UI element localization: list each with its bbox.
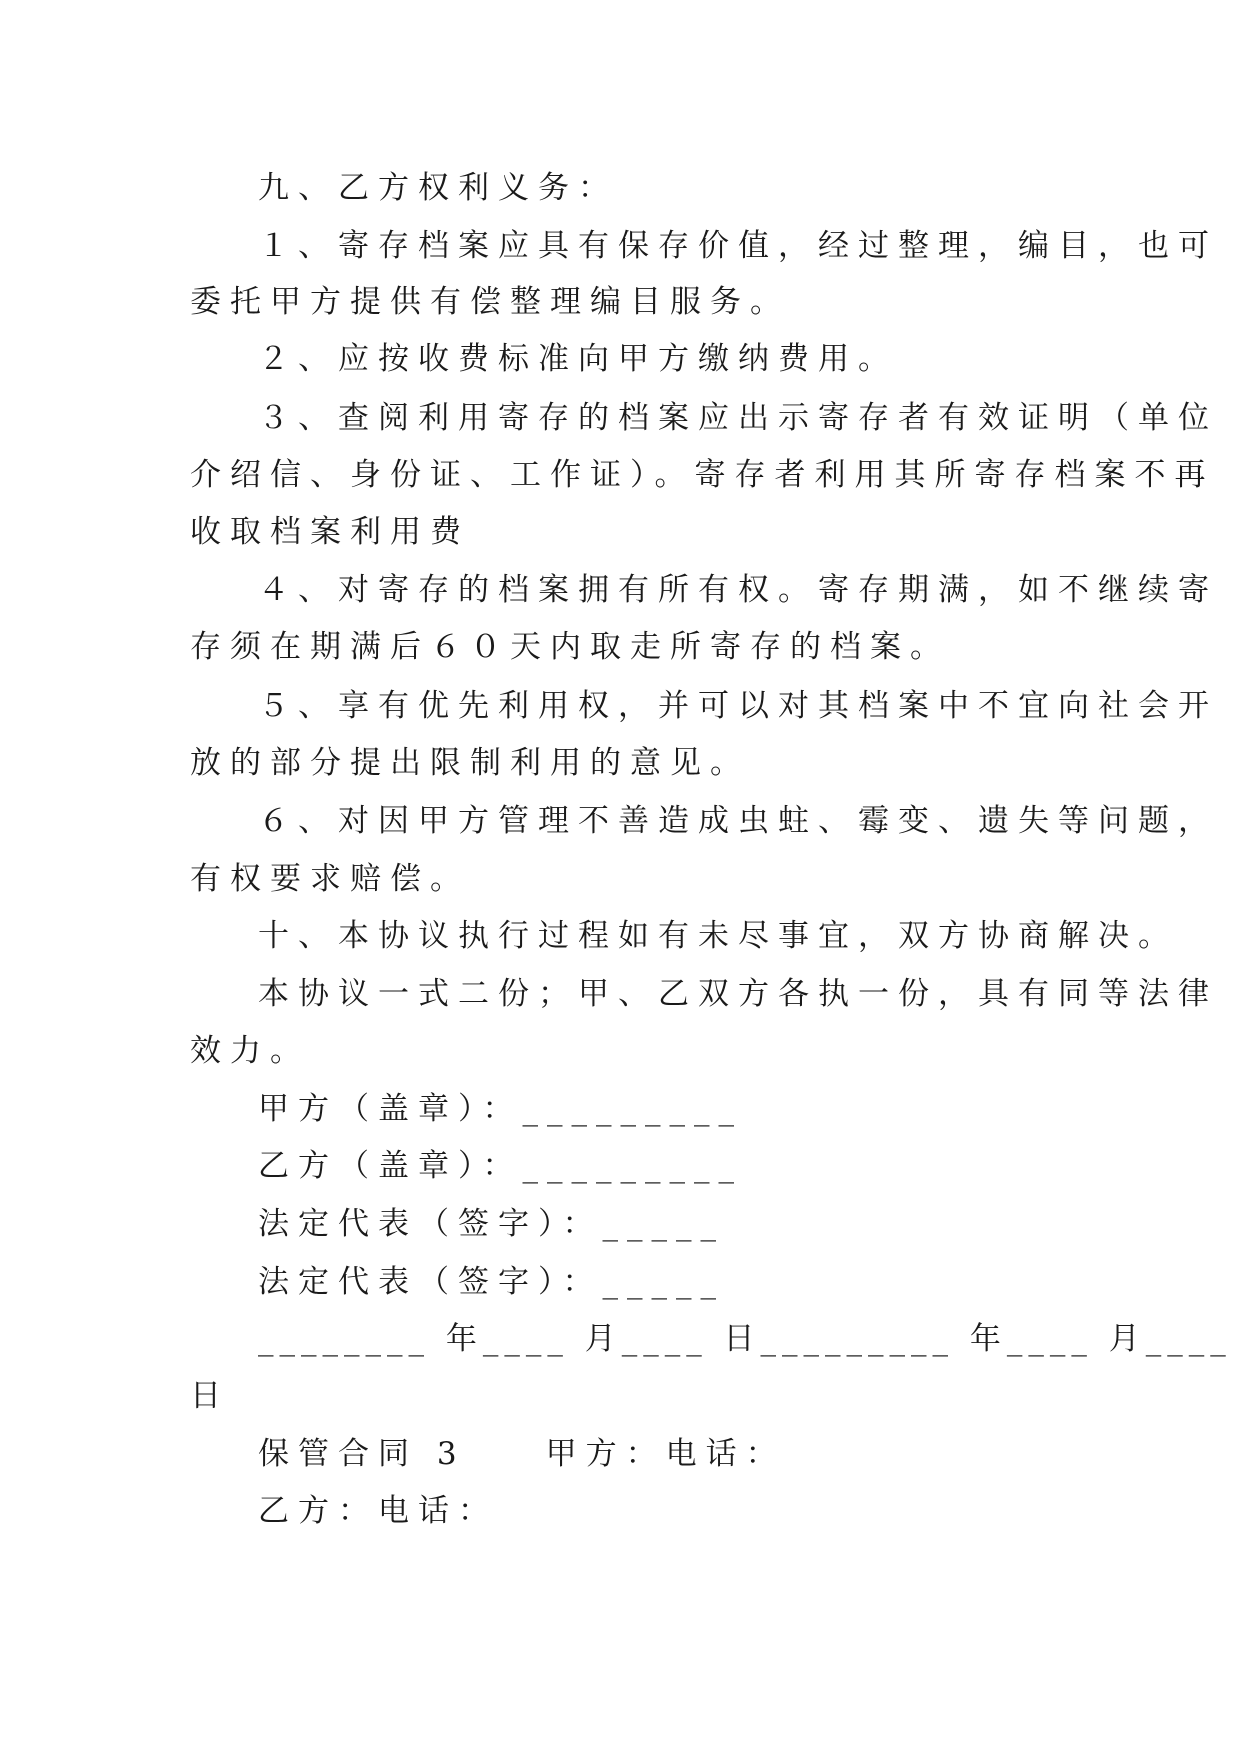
paragraph-line: 收取档案利用费: [190, 514, 470, 550]
party-a-seal-line: 甲方（盖章）：_________: [258, 1091, 743, 1127]
paragraph-line: ６、对因甲方管理不善造成虫蛀、霉变、遗失等问题，: [258, 803, 1218, 839]
paragraph-line: 委托甲方提供有偿整理编目服务。: [190, 284, 790, 320]
paragraph-line: 介绍信、身份证、工作证）。寄存者利用其所寄存档案不再: [190, 457, 1215, 493]
paragraph-line: 效力。: [190, 1033, 310, 1069]
legal-rep-signature-line: 法定代表（签字）：_____: [258, 1206, 725, 1242]
section-heading-10: 十、本协议执行过程如有未尽事宜，双方协商解决。: [258, 918, 1178, 954]
contract-3-header: 保管合同 3 甲方：电话：: [258, 1436, 786, 1472]
paragraph-line: 存须在期满后６０天内取走所寄存的档案。: [190, 629, 950, 665]
paragraph-line: 放的部分提出限制利用的意见。: [190, 745, 750, 781]
date-line-end: 日: [190, 1378, 230, 1414]
date-line: ________ 年____ 月____ 日_________ 年____ 月____: [258, 1321, 1232, 1357]
paragraph-line: ５、享有优先利用权，并可以对其档案中不宜向社会开: [258, 688, 1218, 724]
party-b-phone-line: 乙方：电话：: [258, 1493, 498, 1529]
section-heading-9: 九、乙方权利义务：: [258, 170, 618, 206]
paragraph-line: ３、查阅利用寄存的档案应出示寄存者有效证明（单位: [258, 400, 1218, 436]
paragraph-line: ２、应按收费标准向甲方缴纳费用。: [258, 341, 898, 377]
legal-rep-signature-line: 法定代表（签字）：_____: [258, 1264, 725, 1300]
paragraph-line: １、寄存档案应具有保存价值，经过整理，编目，也可: [258, 228, 1218, 264]
paragraph-line: 有权要求赔偿。: [190, 861, 470, 897]
paragraph-line: ４、对寄存的档案拥有所有权。寄存期满，如不继续寄: [258, 572, 1218, 608]
party-b-seal-line: 乙方（盖章）：_________: [258, 1148, 743, 1184]
paragraph-line: 本协议一式二份；甲、乙双方各执一份，具有同等法律: [258, 976, 1218, 1012]
